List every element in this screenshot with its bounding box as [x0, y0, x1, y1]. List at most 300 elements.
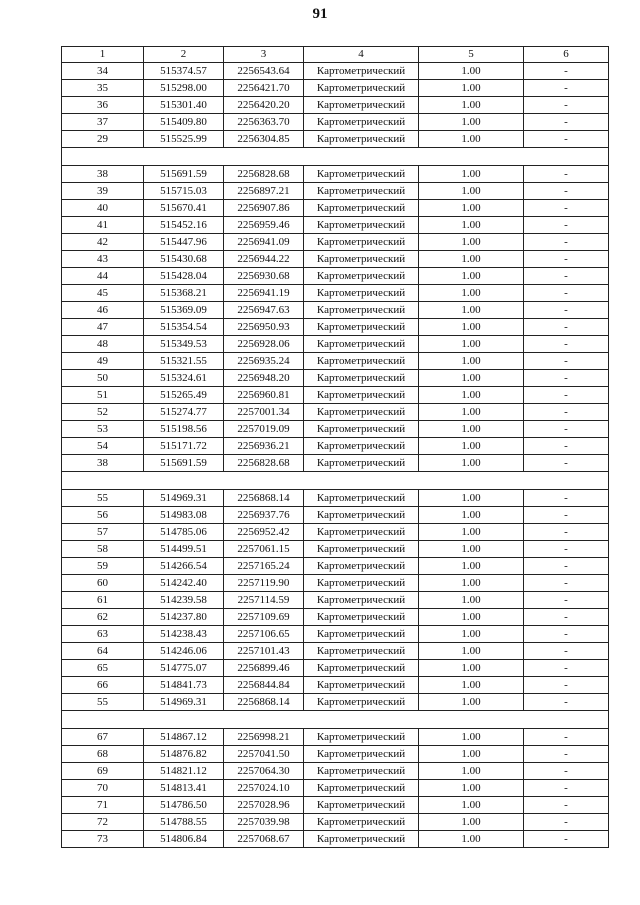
method-cell: Картометрический	[304, 592, 419, 609]
y-coordinate-cell: 2256897.21	[224, 183, 304, 200]
table-row	[62, 166, 609, 183]
table-row	[62, 626, 609, 643]
method-cell: Картометрический	[304, 217, 419, 234]
accuracy-cell: 1.00	[419, 660, 524, 677]
y-coordinate-cell: 2256998.21	[224, 729, 304, 746]
point-number-cell: 71	[62, 797, 144, 814]
point-number-cell: 57	[62, 524, 144, 541]
method-cell: Картометрический	[304, 455, 419, 472]
point-number-cell: 66	[62, 677, 144, 694]
column-header: 5	[419, 47, 524, 63]
accuracy-cell: 1.00	[419, 455, 524, 472]
accuracy-cell: 1.00	[419, 626, 524, 643]
x-coordinate-cell: 514821.12	[144, 763, 224, 780]
y-coordinate-cell: 2256944.22	[224, 251, 304, 268]
method-cell: Картометрический	[304, 575, 419, 592]
x-coordinate-cell: 515691.59	[144, 166, 224, 183]
accuracy-cell: 1.00	[419, 302, 524, 319]
x-coordinate-cell: 515171.72	[144, 438, 224, 455]
accuracy-cell: 1.00	[419, 387, 524, 404]
y-coordinate-cell: 2256899.46	[224, 660, 304, 677]
point-number-cell: 29	[62, 131, 144, 148]
y-coordinate-cell: 2256868.14	[224, 694, 304, 711]
y-coordinate-cell: 2256948.20	[224, 370, 304, 387]
table-row	[62, 455, 609, 472]
x-coordinate-cell: 515428.04	[144, 268, 224, 285]
method-cell: Картометрический	[304, 370, 419, 387]
method-cell: Картометрический	[304, 353, 419, 370]
accuracy-cell: 1.00	[419, 166, 524, 183]
note-cell: -	[524, 217, 609, 234]
table-row	[62, 575, 609, 592]
table-row	[62, 694, 609, 711]
point-number-cell: 72	[62, 814, 144, 831]
point-number-cell: 53	[62, 421, 144, 438]
accuracy-cell: 1.00	[419, 63, 524, 80]
method-cell: Картометрический	[304, 660, 419, 677]
table-row	[62, 63, 609, 80]
table-row	[62, 319, 609, 336]
table-row	[62, 677, 609, 694]
x-coordinate-cell: 515670.41	[144, 200, 224, 217]
method-cell: Картометрический	[304, 797, 419, 814]
y-coordinate-cell: 2257001.34	[224, 404, 304, 421]
method-cell: Картометрический	[304, 404, 419, 421]
column-header: 6	[524, 47, 609, 63]
x-coordinate-cell: 514786.50	[144, 797, 224, 814]
x-coordinate-cell: 514239.58	[144, 592, 224, 609]
accuracy-cell: 1.00	[419, 763, 524, 780]
y-coordinate-cell: 2256941.09	[224, 234, 304, 251]
accuracy-cell: 1.00	[419, 421, 524, 438]
x-coordinate-cell: 515349.53	[144, 336, 224, 353]
point-number-cell: 39	[62, 183, 144, 200]
y-coordinate-cell: 2256543.64	[224, 63, 304, 80]
y-coordinate-cell: 2256907.86	[224, 200, 304, 217]
point-number-cell: 41	[62, 217, 144, 234]
y-coordinate-cell: 2256960.81	[224, 387, 304, 404]
table-row	[62, 370, 609, 387]
point-number-cell: 58	[62, 541, 144, 558]
y-coordinate-cell: 2257119.90	[224, 575, 304, 592]
method-cell: Картометрический	[304, 729, 419, 746]
y-coordinate-cell: 2256947.63	[224, 302, 304, 319]
note-cell: -	[524, 490, 609, 507]
x-coordinate-cell: 515354.54	[144, 319, 224, 336]
accuracy-cell: 1.00	[419, 780, 524, 797]
point-number-cell: 70	[62, 780, 144, 797]
column-header: 2	[144, 47, 224, 63]
accuracy-cell: 1.00	[419, 217, 524, 234]
method-cell: Картометрический	[304, 694, 419, 711]
method-cell: Картометрический	[304, 387, 419, 404]
table-row	[62, 558, 609, 575]
separator-cell	[62, 472, 609, 490]
accuracy-cell: 1.00	[419, 80, 524, 97]
x-coordinate-cell: 515409.80	[144, 114, 224, 131]
x-coordinate-cell: 515715.03	[144, 183, 224, 200]
note-cell: -	[524, 541, 609, 558]
note-cell: -	[524, 183, 609, 200]
note-cell: -	[524, 387, 609, 404]
accuracy-cell: 1.00	[419, 319, 524, 336]
table-row	[62, 131, 609, 148]
point-number-cell: 56	[62, 507, 144, 524]
y-coordinate-cell: 2256950.93	[224, 319, 304, 336]
x-coordinate-cell: 514775.07	[144, 660, 224, 677]
x-coordinate-cell: 514237.80	[144, 609, 224, 626]
x-coordinate-cell: 514969.31	[144, 694, 224, 711]
group-separator-row	[62, 148, 609, 166]
method-cell: Картометрический	[304, 438, 419, 455]
y-coordinate-cell: 2257064.30	[224, 763, 304, 780]
column-header: 3	[224, 47, 304, 63]
x-coordinate-cell: 515452.16	[144, 217, 224, 234]
table-row	[62, 302, 609, 319]
note-cell: -	[524, 336, 609, 353]
x-coordinate-cell: 514806.84	[144, 831, 224, 848]
x-coordinate-cell: 514785.06	[144, 524, 224, 541]
x-coordinate-cell: 515691.59	[144, 455, 224, 472]
table-row	[62, 541, 609, 558]
method-cell: Картометрический	[304, 97, 419, 114]
method-cell: Картометрический	[304, 763, 419, 780]
point-number-cell: 60	[62, 575, 144, 592]
accuracy-cell: 1.00	[419, 746, 524, 763]
x-coordinate-cell: 514242.40	[144, 575, 224, 592]
point-number-cell: 49	[62, 353, 144, 370]
point-number-cell: 38	[62, 166, 144, 183]
x-coordinate-cell: 514499.51	[144, 541, 224, 558]
note-cell: -	[524, 302, 609, 319]
note-cell: -	[524, 763, 609, 780]
accuracy-cell: 1.00	[419, 183, 524, 200]
note-cell: -	[524, 558, 609, 575]
x-coordinate-cell: 514788.55	[144, 814, 224, 831]
x-coordinate-cell: 514876.82	[144, 746, 224, 763]
point-number-cell: 67	[62, 729, 144, 746]
note-cell: -	[524, 200, 609, 217]
x-coordinate-cell: 515447.96	[144, 234, 224, 251]
method-cell: Картометрический	[304, 319, 419, 336]
method-cell: Картометрический	[304, 268, 419, 285]
table-row	[62, 643, 609, 660]
table-header-row	[62, 47, 609, 63]
table-row	[62, 387, 609, 404]
table-row	[62, 421, 609, 438]
method-cell: Картометрический	[304, 831, 419, 848]
accuracy-cell: 1.00	[419, 438, 524, 455]
point-number-cell: 35	[62, 80, 144, 97]
point-number-cell: 47	[62, 319, 144, 336]
method-cell: Картометрический	[304, 421, 419, 438]
point-number-cell: 55	[62, 694, 144, 711]
x-coordinate-cell: 514841.73	[144, 677, 224, 694]
point-number-cell: 55	[62, 490, 144, 507]
table-row	[62, 660, 609, 677]
method-cell: Картометрический	[304, 609, 419, 626]
note-cell: -	[524, 114, 609, 131]
point-number-cell: 45	[62, 285, 144, 302]
point-number-cell: 42	[62, 234, 144, 251]
point-number-cell: 48	[62, 336, 144, 353]
note-cell: -	[524, 63, 609, 80]
y-coordinate-cell: 2256941.19	[224, 285, 304, 302]
note-cell: -	[524, 80, 609, 97]
accuracy-cell: 1.00	[419, 114, 524, 131]
accuracy-cell: 1.00	[419, 643, 524, 660]
note-cell: -	[524, 97, 609, 114]
point-number-cell: 69	[62, 763, 144, 780]
table-row	[62, 251, 609, 268]
column-header: 1	[62, 47, 144, 63]
point-number-cell: 63	[62, 626, 144, 643]
note-cell: -	[524, 575, 609, 592]
accuracy-cell: 1.00	[419, 234, 524, 251]
point-number-cell: 44	[62, 268, 144, 285]
point-number-cell: 36	[62, 97, 144, 114]
point-number-cell: 54	[62, 438, 144, 455]
y-coordinate-cell: 2256304.85	[224, 131, 304, 148]
y-coordinate-cell: 2256928.06	[224, 336, 304, 353]
accuracy-cell: 1.00	[419, 268, 524, 285]
y-coordinate-cell: 2256828.68	[224, 166, 304, 183]
note-cell: -	[524, 780, 609, 797]
x-coordinate-cell: 515321.55	[144, 353, 224, 370]
method-cell: Картометрический	[304, 302, 419, 319]
accuracy-cell: 1.00	[419, 507, 524, 524]
column-header: 4	[304, 47, 419, 63]
table-row	[62, 746, 609, 763]
table-row	[62, 592, 609, 609]
method-cell: Картометрический	[304, 80, 419, 97]
table-row	[62, 763, 609, 780]
method-cell: Картометрический	[304, 746, 419, 763]
table-row	[62, 183, 609, 200]
note-cell: -	[524, 643, 609, 660]
x-coordinate-cell: 515525.99	[144, 131, 224, 148]
note-cell: -	[524, 746, 609, 763]
note-cell: -	[524, 251, 609, 268]
accuracy-cell: 1.00	[419, 336, 524, 353]
table-row	[62, 524, 609, 541]
point-number-cell: 61	[62, 592, 144, 609]
accuracy-cell: 1.00	[419, 677, 524, 694]
point-number-cell: 73	[62, 831, 144, 848]
point-number-cell: 59	[62, 558, 144, 575]
accuracy-cell: 1.00	[419, 524, 524, 541]
table-row	[62, 80, 609, 97]
y-coordinate-cell: 2257039.98	[224, 814, 304, 831]
table-row	[62, 234, 609, 251]
point-number-cell: 68	[62, 746, 144, 763]
table-row	[62, 814, 609, 831]
accuracy-cell: 1.00	[419, 285, 524, 302]
accuracy-cell: 1.00	[419, 797, 524, 814]
x-coordinate-cell: 514238.43	[144, 626, 224, 643]
note-cell: -	[524, 455, 609, 472]
accuracy-cell: 1.00	[419, 831, 524, 848]
accuracy-cell: 1.00	[419, 694, 524, 711]
note-cell: -	[524, 814, 609, 831]
note-cell: -	[524, 660, 609, 677]
y-coordinate-cell: 2256421.70	[224, 80, 304, 97]
y-coordinate-cell: 2257041.50	[224, 746, 304, 763]
note-cell: -	[524, 404, 609, 421]
y-coordinate-cell: 2257106.65	[224, 626, 304, 643]
method-cell: Картометрический	[304, 780, 419, 797]
y-coordinate-cell: 2257028.96	[224, 797, 304, 814]
method-cell: Картометрический	[304, 251, 419, 268]
group-separator-row	[62, 472, 609, 490]
y-coordinate-cell: 2256420.20	[224, 97, 304, 114]
accuracy-cell: 1.00	[419, 404, 524, 421]
x-coordinate-cell: 515298.00	[144, 80, 224, 97]
method-cell: Картометрический	[304, 114, 419, 131]
accuracy-cell: 1.00	[419, 131, 524, 148]
note-cell: -	[524, 694, 609, 711]
table-row	[62, 285, 609, 302]
note-cell: -	[524, 677, 609, 694]
table-row	[62, 336, 609, 353]
group-separator-row	[62, 711, 609, 729]
point-number-cell: 40	[62, 200, 144, 217]
table-row	[62, 780, 609, 797]
method-cell: Картометрический	[304, 524, 419, 541]
y-coordinate-cell: 2257068.67	[224, 831, 304, 848]
method-cell: Картометрический	[304, 558, 419, 575]
note-cell: -	[524, 234, 609, 251]
accuracy-cell: 1.00	[419, 729, 524, 746]
method-cell: Картометрический	[304, 166, 419, 183]
point-number-cell: 62	[62, 609, 144, 626]
point-number-cell: 34	[62, 63, 144, 80]
x-coordinate-cell: 515369.09	[144, 302, 224, 319]
method-cell: Картометрический	[304, 285, 419, 302]
y-coordinate-cell: 2256952.42	[224, 524, 304, 541]
accuracy-cell: 1.00	[419, 251, 524, 268]
note-cell: -	[524, 370, 609, 387]
method-cell: Картометрический	[304, 200, 419, 217]
table-row	[62, 507, 609, 524]
point-number-cell: 43	[62, 251, 144, 268]
x-coordinate-cell: 515198.56	[144, 421, 224, 438]
y-coordinate-cell: 2257165.24	[224, 558, 304, 575]
x-coordinate-cell: 515374.57	[144, 63, 224, 80]
x-coordinate-cell: 514969.31	[144, 490, 224, 507]
method-cell: Картометрический	[304, 336, 419, 353]
x-coordinate-cell: 515301.40	[144, 97, 224, 114]
table-row	[62, 729, 609, 746]
table-body	[62, 63, 609, 848]
note-cell: -	[524, 507, 609, 524]
accuracy-cell: 1.00	[419, 609, 524, 626]
table-row	[62, 200, 609, 217]
accuracy-cell: 1.00	[419, 353, 524, 370]
x-coordinate-cell: 514266.54	[144, 558, 224, 575]
x-coordinate-cell: 515265.49	[144, 387, 224, 404]
y-coordinate-cell: 2257109.69	[224, 609, 304, 626]
method-cell: Картометрический	[304, 677, 419, 694]
note-cell: -	[524, 797, 609, 814]
method-cell: Картометрический	[304, 643, 419, 660]
separator-cell	[62, 711, 609, 729]
point-number-cell: 37	[62, 114, 144, 131]
point-number-cell: 65	[62, 660, 144, 677]
method-cell: Картометрический	[304, 183, 419, 200]
table-row	[62, 609, 609, 626]
x-coordinate-cell: 515368.21	[144, 285, 224, 302]
note-cell: -	[524, 166, 609, 183]
table-row	[62, 217, 609, 234]
y-coordinate-cell: 2257024.10	[224, 780, 304, 797]
method-cell: Картометрический	[304, 234, 419, 251]
y-coordinate-cell: 2257101.43	[224, 643, 304, 660]
table-row	[62, 114, 609, 131]
method-cell: Картометрический	[304, 814, 419, 831]
table-row	[62, 831, 609, 848]
point-number-cell: 64	[62, 643, 144, 660]
method-cell: Картометрический	[304, 541, 419, 558]
y-coordinate-cell: 2257061.15	[224, 541, 304, 558]
accuracy-cell: 1.00	[419, 541, 524, 558]
accuracy-cell: 1.00	[419, 575, 524, 592]
y-coordinate-cell: 2256937.76	[224, 507, 304, 524]
y-coordinate-cell: 2256959.46	[224, 217, 304, 234]
separator-cell	[62, 148, 609, 166]
table-row	[62, 268, 609, 285]
x-coordinate-cell: 514983.08	[144, 507, 224, 524]
point-number-cell: 46	[62, 302, 144, 319]
method-cell: Картометрический	[304, 63, 419, 80]
note-cell: -	[524, 438, 609, 455]
note-cell: -	[524, 353, 609, 370]
note-cell: -	[524, 268, 609, 285]
x-coordinate-cell: 514813.41	[144, 780, 224, 797]
accuracy-cell: 1.00	[419, 200, 524, 217]
accuracy-cell: 1.00	[419, 558, 524, 575]
note-cell: -	[524, 609, 609, 626]
note-cell: -	[524, 319, 609, 336]
note-cell: -	[524, 592, 609, 609]
note-cell: -	[524, 131, 609, 148]
note-cell: -	[524, 524, 609, 541]
method-cell: Картометрический	[304, 507, 419, 524]
y-coordinate-cell: 2256935.24	[224, 353, 304, 370]
y-coordinate-cell: 2256930.68	[224, 268, 304, 285]
point-number-cell: 51	[62, 387, 144, 404]
point-number-cell: 52	[62, 404, 144, 421]
method-cell: Картометрический	[304, 131, 419, 148]
accuracy-cell: 1.00	[419, 97, 524, 114]
accuracy-cell: 1.00	[419, 814, 524, 831]
table-row	[62, 404, 609, 421]
table-row	[62, 353, 609, 370]
coordinates-table	[61, 46, 609, 848]
x-coordinate-cell: 514867.12	[144, 729, 224, 746]
table-row	[62, 438, 609, 455]
table-row	[62, 797, 609, 814]
note-cell: -	[524, 285, 609, 302]
accuracy-cell: 1.00	[419, 370, 524, 387]
y-coordinate-cell: 2256868.14	[224, 490, 304, 507]
table-row	[62, 97, 609, 114]
x-coordinate-cell: 515324.61	[144, 370, 224, 387]
table-row	[62, 490, 609, 507]
method-cell: Картометрический	[304, 626, 419, 643]
note-cell: -	[524, 421, 609, 438]
y-coordinate-cell: 2256936.21	[224, 438, 304, 455]
